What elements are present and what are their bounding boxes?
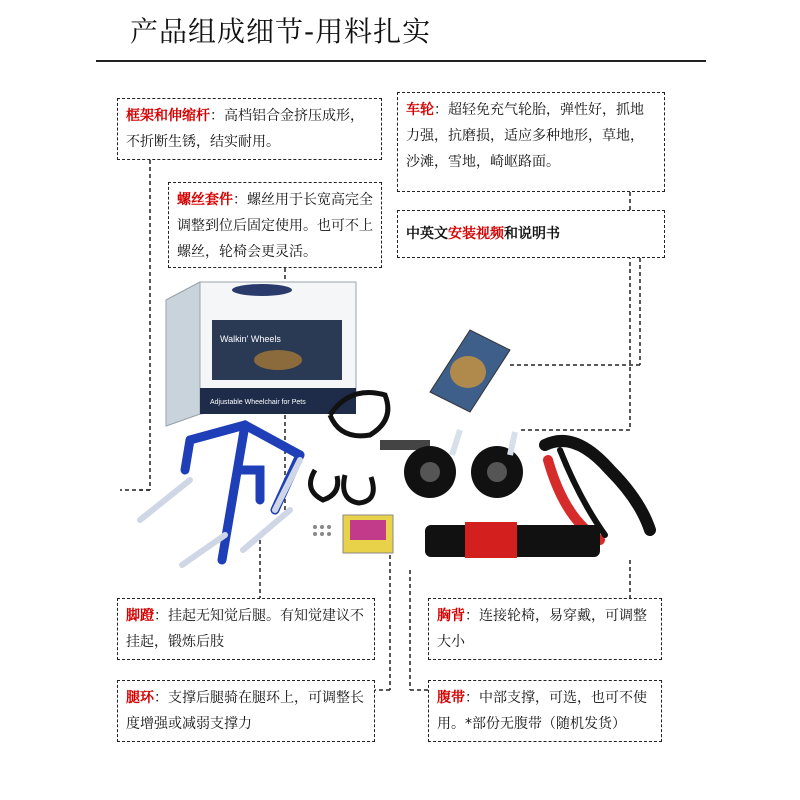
wheels-label: 车轮 xyxy=(406,102,434,118)
screws-label: 螺丝套件 xyxy=(177,192,233,208)
frame-text: ：高档铝合金挤压成形，不折断生锈，结实耐用。 xyxy=(126,108,364,150)
chest-callout xyxy=(428,598,662,660)
instruction-manual xyxy=(430,330,510,412)
legring-callout xyxy=(117,680,375,742)
legring-text: ：支撑后腿骑在腿环上，可调整长度增强或减弱支撑力 xyxy=(126,690,364,732)
product-box xyxy=(166,282,356,426)
belly-band xyxy=(425,522,600,558)
frame-callout xyxy=(117,98,382,160)
wheels-callout xyxy=(397,92,665,192)
belly-callout xyxy=(428,680,662,742)
page-title: 产品组成细节-用料扎实 xyxy=(130,15,432,48)
manual-highlight: 安装视频 xyxy=(448,226,504,242)
stirrup-callout xyxy=(117,598,375,660)
chest-label: 胸背 xyxy=(437,608,465,624)
belly-text: ：中部支撑，可选，也可不使用。*部份无腹带（随机发货） xyxy=(437,690,647,732)
box-brand: Walkin' Wheels xyxy=(220,334,281,344)
screw-kit xyxy=(313,525,331,536)
frame-label: 框架和伸缩杆 xyxy=(126,108,210,124)
stirrup-label: 脚蹬 xyxy=(126,608,154,624)
screws-text: ：螺丝用于长宽高完全调整到位后固定使用。也可不上螺丝，轮椅会更灵活。 xyxy=(177,192,373,260)
chest-text: ：连接轮椅，易穿戴，可调整大小 xyxy=(437,608,647,650)
box-caption: Adjustable Wheelchair for Pets xyxy=(210,399,306,406)
stirrup-text: ：挂起无知觉后腿。有知觉建议不挂起，锻炼后肢 xyxy=(126,608,364,650)
manual-suffix: 和说明书 xyxy=(504,226,560,242)
manual-callout xyxy=(397,210,665,258)
wheels-text: ：超轻免充气轮胎，弹性好，抓地力强，抗磨损，适应多种地形，草地，沙滩，雪地，崎岖路面。 xyxy=(406,102,644,170)
legring-label: 腿环 xyxy=(126,690,154,706)
screws-callout xyxy=(168,182,382,268)
manual-prefix: 中英文 xyxy=(406,226,448,242)
belly-label: 腹带 xyxy=(437,690,465,706)
